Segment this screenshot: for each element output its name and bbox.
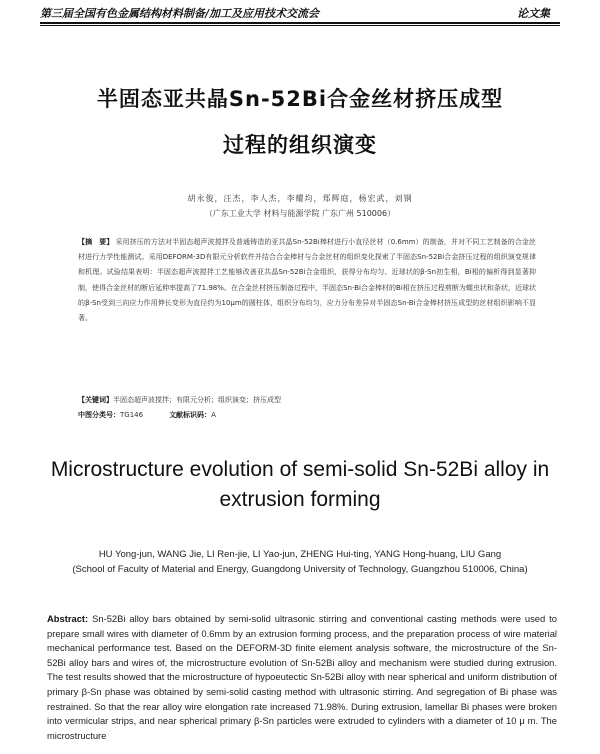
cn-keywords bbox=[78, 395, 536, 405]
conference-name: 第三届全国有色金属结构材料制备/加工及应用技术交流会 bbox=[40, 7, 320, 20]
en-authors: HU Yong-jun, WANG Jie, LI Ren-jie, LI Yao-jun, ZHENG Hui-ting, YANG Hong-huang, LIU Gang bbox=[98, 549, 502, 560]
header-rule-thick bbox=[40, 22, 560, 24]
cn-title-line2: 过程的组织演变 bbox=[223, 133, 377, 157]
cn-abstract-text: 采用挤压的方法对半固态超声波搅拌及普通铸造的亚共晶Sn-52Bi棒材进行小直径丝材（0.6mm）的制备，并对不同工艺制备的合金丝材进行力学性能测试。采用DEFORM-3D有限元分析软件并结合合金棒材与合金丝材的组织变化探索了半固态Sn-52Bi合金挤压过程的组织演变规律和机理。试验结果表明：半固态超声波搅拌工艺能够改善亚共晶Sn-52Bi合金组织，获得分布均匀、近球状的β-Sn初生相，Bi相的偏析得到显著抑制，使得合金丝材的断后延伸率提高了71.98%。在合金丝材挤压制备过程中，半固态Sn-Bi合金棒材的Bi相在挤压过程剪断为蠕虫状和条状，近球状的β-Sn受到三向应力作用伸长变形为直径约为10μm的圆柱体，组织分布均匀，应力分布差异对半固态Sn-Bi合金棒材挤压成型的丝材组织影响不显著。 bbox=[78, 238, 536, 323]
en-abstract-text: Sn-52Bi alloy bars obtained by semi-solid ultrasonic stirring and conventional casting methods were used to prepare small wires with diameter of 0.6mm by an extrusion forming process, and the preparation process of wire material mechanical performance test. Based on the DEFORM-3D finite element analysis software, the microstructure of the Sn-52Bi alloy bars and wires of, the microstructure evolution of Sn-52Bi alloy and mechanism were studied during extrusion. The test results showed that the microstructure of hypoeutectic Sn-52Bi alloy with near spherical and uniform distribution of primary β-Sn phase was obtained by semi-solid casting method with ultrasonic stirring. And segregation of Bi phase was restrained. So that the rear alloy wire elongation rate increased 71.98%. During extrusion, lamellar Bi phases were broken into vermicular strips, and near spherical primary β-Sn particles were extruded to cylinders with a diameter of 10 μ m. The microstructure bbox=[47, 613, 557, 741]
cn-abstract bbox=[78, 235, 536, 326]
cn-authors: 胡永俊，汪杰，李人杰，李耀均，郑辉庭，杨宏武，刘钢 bbox=[187, 194, 413, 203]
cn-keywords-text: 半固态超声波搅拌；有限元分析；组织演变；挤压成型 bbox=[113, 396, 281, 404]
cn-classification bbox=[78, 410, 536, 420]
cn-title-line1: 半固态亚共晶Sn-52Bi合金丝材挤压成型 bbox=[96, 87, 504, 111]
header-rule-thin bbox=[40, 25, 560, 26]
cn-doc-label: 文献标识码： bbox=[169, 411, 212, 419]
en-title-line2: extrusion forming bbox=[219, 488, 381, 511]
proceedings-label: 论文集 bbox=[517, 7, 550, 20]
cn-doc-value: A bbox=[211, 411, 216, 419]
cn-class-value: TG146 bbox=[120, 411, 144, 419]
cn-affiliation: （广东工业大学 材料与能源学院 广东广州 510006） bbox=[204, 209, 396, 218]
cn-keywords-label: 【关键词】 bbox=[78, 396, 113, 404]
en-abstract-label: Abstract: bbox=[47, 613, 89, 624]
cn-abstract-label: 【摘 要】 bbox=[78, 238, 114, 246]
en-abstract bbox=[47, 612, 557, 743]
en-affiliation: (School of Faculty of Material and Energy, Guangdong University of Technology, Guangzhou 510006, China) bbox=[72, 564, 528, 575]
cn-class-label: 中图分类号： bbox=[78, 411, 120, 419]
running-header bbox=[0, 0, 600, 24]
en-title-line1: Microstructure evolution of semi-solid Sn-52Bi alloy in bbox=[50, 458, 550, 481]
